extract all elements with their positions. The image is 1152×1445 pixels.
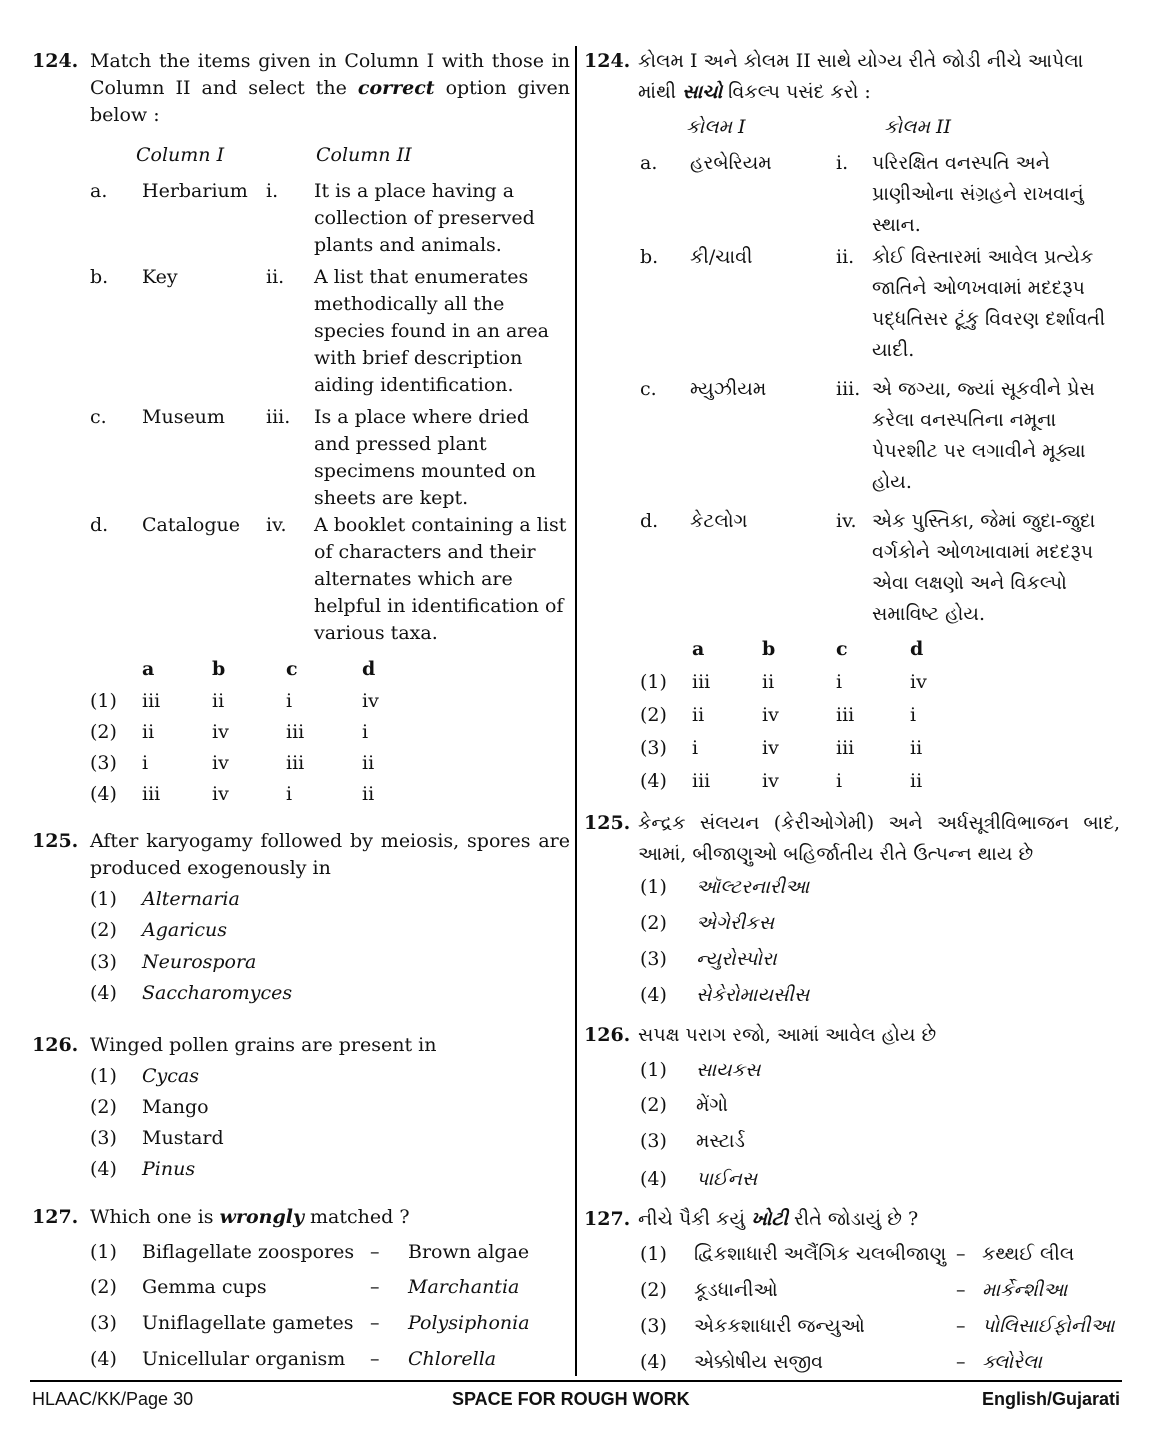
emphasis: સાચો: [682, 81, 723, 103]
column-header-1: Column I: [136, 144, 225, 166]
question-stem: નીચે પૈકી કયું: [638, 1208, 752, 1230]
question-stem: After karyogamy followed by meiosis, spores are produced exogenously in: [90, 830, 570, 879]
rough-work-label: SPACE FOR ROUGH WORK: [452, 1389, 690, 1409]
question-125: 125. After karyogamy followed by meiosis, spores are produced exogenously in (1) Alternaria (2) Agaricus (3) Neurospora (4) Saccharomyces: [32, 830, 570, 1004]
question-stem-cont: option given below :: [90, 77, 570, 126]
question-stem-cont: રીતે જોડાયું છે ?: [787, 1208, 919, 1230]
column-header-2: Column II: [316, 144, 412, 166]
question-number: 127.: [32, 1206, 79, 1228]
footer-rule: [30, 1380, 1122, 1382]
question-125-gujarati: 125. કેન્દ્રક સંલયન (કેરીઓગેમી) અને અર્ધસૂત્રીવિભાજન બાદ, આમાં, બીજાણુઓ બહિર્જાતીય રીતે ઉત્પન્ન થાય છે (1) ઑલ્ટરનારીઆ (2) એગેરીકસ (3) ન્યુરોસ્પોરા (4) સેકેરોમાયસીસ: [584, 808, 1120, 870]
question-126-gujarati: 126. સપક્ષ પરાગ રજો, આમાં આવેલ હોય છે (1) સાયકસ (2) મેંગો (3) મસ્ટાર્ડ (4) પાઈનસ: [584, 1020, 1120, 1051]
question-stem-cont: વિકલ્પ પસંદ કરો :: [722, 81, 871, 103]
question-number: 125.: [584, 812, 631, 834]
question-number: 124.: [584, 50, 631, 72]
emphasis: wrongly: [219, 1206, 304, 1228]
question-stem: સપક્ષ પરાગ રજો, આમાં આવેલ હોય છે: [638, 1024, 937, 1046]
question-127-gujarati: 127. નીચે પૈકી કયું ખોટી રીતે જોડાયું છે ? (1) દ્વિકશાધારી અલૈંગિક ચલબીજાણુ – કથ્થઈ લીલ (2) કૂડધાનીઓ – માર્કેન્શીઆ (3) એકકશાધારી જન્યુઓ – પોલિસાઈફોનીઆ (4) એક્કોષીય સજીવ – ક્લોરેલા: [584, 1204, 1120, 1235]
question-stem: Winged pollen grains are present in: [90, 1034, 437, 1056]
question-number: 125.: [32, 830, 79, 852]
question-stem: કોલમ I અને કોલમ II સાથે યોગ્ય રીતે જોડી નીચે આપેલા માંથી: [638, 50, 1084, 103]
column-divider: [575, 46, 577, 1376]
question-number: 127.: [584, 1208, 631, 1230]
question-stem-cont: matched ?: [304, 1206, 410, 1228]
question-127: 127. Which one is wrongly matched ? (1) Biflagellate zoospores – Brown algae (2) Gemma cups – Marchantia (3) Uniflagellate gametes – Polysiphonia (4) Unicellular organism – Chlorella: [32, 1206, 530, 1370]
question-stem: Match the items given in Column I with those in Column II and select the: [90, 50, 570, 99]
emphasis: ખોટી: [751, 1208, 788, 1230]
page-label: HLAAC/KK/Page 30: [32, 1389, 194, 1409]
language-label: English/Gujarati: [981, 1389, 1120, 1409]
question-number: 126.: [32, 1034, 79, 1056]
question-stem: Which one is: [90, 1206, 220, 1228]
column-header-1: કોલમ I: [686, 116, 746, 138]
question-stem: કેન્દ્રક સંલયન (કેરીઓગેમી) અને અર્ધસૂત્રીવિભાજન બાદ, આમાં, બીજાણુઓ બહિર્જાતીય રીતે ઉત્પન્ન થાય છે: [638, 812, 1120, 865]
question-124-gujarati: 124. કોલમ I અને કોલમ II સાથે યોગ્ય રીતે જોડી નીચે આપેલા માંથી સાચો વિકલ્પ પસંદ કરો : કોલમ I કોલમ II a. હરબેરિયમ i. પરિરક્ષિત વનસ્પતિ અને પ્રાણીઓના સંગ્રહને રાખવાનું સ્થાન. b. કી/ચાવી ii. કોઈ વિસ્તારમાં આવેલ પ્રત્યેક જાતિને ઓળખવામાં મદદરૂપ પદ્ધતિસર ટૂંકુ વિવરણ દર્શાવતી યાદી. c. મ્યુઝીયમ iii. એ જગ્યા, જ્યાં સૂકવીને પ્રેસ કરેલા વનસ્પતિના નમૂના પેપરશીટ પર લગાવીને મૂક્યા હોય. d. કેટલોગ iv. એક પુસ્તિકા, જેમાં જુદા-જુદા વર્ગકોને ઓળખાવામાં મદદરૂપ એવા લક્ષણો અને વિકલ્પો સમાવિષ્ટ હોય. a b c d (1) iii ii i iv (2) ii iv iii i (3) i iv iii ii (4) iii iv i ii: [584, 46, 1120, 108]
question-124: 124. Match the items given in Column I with those in Column II and select the correct option given below : Column I Column II a. Herbarium i. It is a place having a collection of preserved plants and animals. b. Key ii. A list that enumerates methodically all the species found in an area with brief description aiding identification. c. Museum iii. Is a place where dried and pressed plant specimens mounted on sheets are kept. d. Catalogue iv. A booklet containing a list of characters and their alternates which are helpful in identification of various taxa. a b c d (1) iii ii i iv (2) ii iv iii i (3) i iv iii ii (4) iii iv i ii: [32, 50, 570, 805]
question-number: 124.: [32, 50, 79, 72]
column-header-2: કોલમ II: [884, 116, 951, 138]
question-number: 126.: [584, 1024, 631, 1046]
question-126: 126. Winged pollen grains are present in (1) Cycas (2) Mango (3) Mustard (4) Pinus: [32, 1034, 437, 1180]
emphasis: correct: [357, 77, 435, 99]
